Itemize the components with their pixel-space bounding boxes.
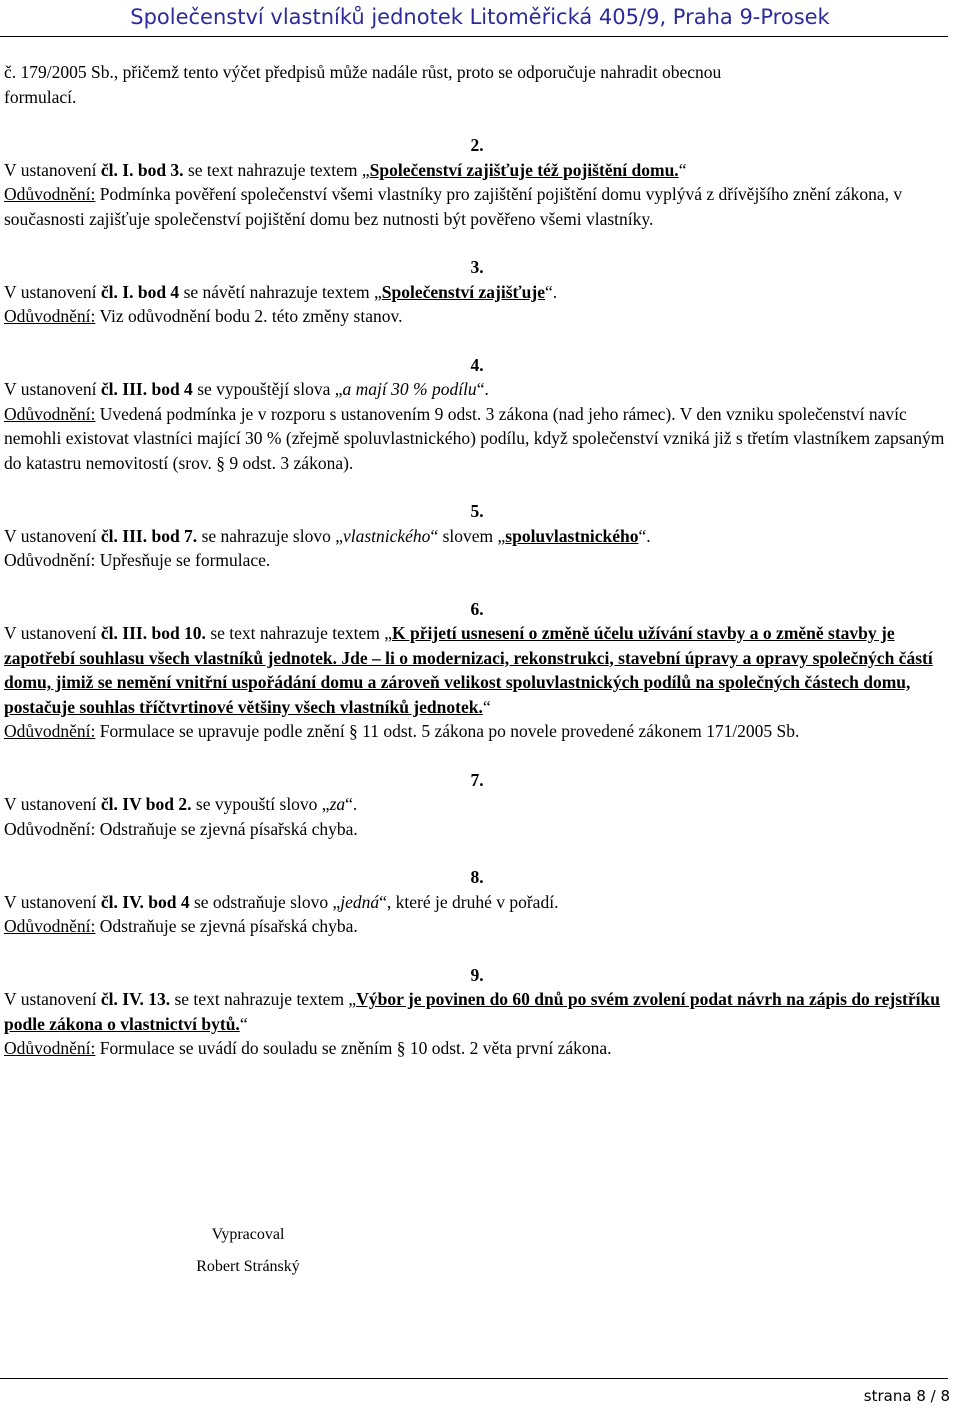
justification-label: Odůvodnění: [4, 916, 96, 936]
justification: Odůvodnění: Formulace se upravuje podle znění § 11 odst. 5 zákona po novele provedené zákonem 171/2005 Sb. [4, 721, 800, 741]
amendment-text: V ustanovení čl. III. bod 7. se nahrazuje slovo „vlastnického“ slovem „spoluvlastnického“. [4, 525, 651, 546]
justification: Odůvodnění: Odstraňuje se zjevná písařská chyba. [4, 916, 358, 936]
page-header: Společenství vlastníků jednotek Litoměřická 405/9, Praha 9-Prosek [130, 5, 830, 29]
justification: Odůvodnění: Upřesňuje se formulace. [4, 550, 271, 570]
section-number: 5. [470, 501, 484, 521]
signature-label: Vypracoval [211, 1226, 285, 1243]
page-number: strana 8 / 8 [863, 1387, 950, 1405]
document-body [4, 60, 950, 1061]
amendment-text: V ustanovení čl. IV. bod 4 se odstraňuje slovo „jedná“, které je druhé v pořadí. [4, 891, 559, 912]
justification-label: Odůvodnění: [4, 403, 96, 424]
justification: Odůvodnění: Podmínka pověření společenství všemi vlastníky pro zajištění pojištění domu vyplývá z dřívějšího znění zákona, v současnosti zajišťuje společenství pojištění domu bez nutnosti být pověřeno všemi vlastníky. [4, 184, 903, 229]
footer-divider [0, 1378, 948, 1379]
justification-label: Odůvodnění: [4, 184, 96, 204]
justification: Odůvodnění: Formulace se uvádí do souladu se zněním § 10 odst. 2 věta první zákona. [4, 1038, 612, 1058]
intro-line: formulací. [4, 86, 77, 107]
amendment-text: V ustanovení čl. IV bod 2. se vypouští slovo „za“. [4, 794, 358, 814]
justification-label: Odůvodnění: [4, 306, 96, 326]
section-number: 7. [470, 769, 484, 790]
section-number: 4. [470, 354, 484, 375]
amendment-text: V ustanovení čl. IV. 13. se text nahrazuje textem „Výbor je povinen do 60 dnů po svém zvolení podat návrh na zápis do rejstříku podle zákona o vlastnictví bytů.“ [4, 989, 940, 1034]
section-number: 8. [470, 867, 484, 887]
justification-label: Odůvodnění: [4, 721, 96, 741]
intro-line: č. 179/2005 Sb., přičemž tento výčet předpisů může nadále růst, proto se odporučuje nahradit obecnou [4, 62, 722, 82]
section-number: 6. [470, 598, 484, 619]
amendment-text: V ustanovení čl. III. bod 10. se text nahrazuje textem „K přijetí usnesení o změně účelu užívání stavby a o změně stavby je zapotřebí souhlasu všech vlastníků jednotek. Jde – li o modernizaci, rekonstrukci, stavební úpravy a opravy společných částí domu, jimiž se nemění vnitřní uspořádání domu a zároveň velikost spoluvlastnických podílů na společných částech domu, postačuje souhlas tříčtvrtinové většiny všech vlastníků jednotek.“ [4, 623, 933, 717]
signature-block [190, 1225, 306, 1277]
amendment-text: V ustanovení čl. III. bod 4 se vypouštějí slova „a mají 30 % podílu“. [4, 379, 489, 399]
section-number: 2. [470, 135, 484, 155]
justification: Odůvodnění: Uvedená podmínka je v rozporu s ustanovením 9 odst. 3 zákona (nad jeho rámec). V den vzniku společenství navíc nemohli existovat vlastníci mající 30 % (zřejmě spoluvlastnického) podílu, když společenství vzniká již s třetím vlastníkem zapsaným do katastru nemovitostí (srov. § 9 odst. 3 zákona). [4, 403, 945, 473]
amendment-text: V ustanovení čl. I. bod 4 se návětí nahrazuje textem „Společenství zajišťuje“. [4, 281, 558, 302]
justification: Odůvodnění: Viz odůvodnění bodu 2. této změny stanov. [4, 306, 403, 326]
header-divider [0, 36, 948, 37]
section-number: 9. [470, 964, 484, 985]
section-number: 3. [470, 257, 484, 277]
justification-label: Odůvodnění: [4, 1038, 96, 1058]
signature-name: Robert Stránský [196, 1258, 300, 1275]
justification: Odůvodnění: Odstraňuje se zjevná písařská chyba. [4, 818, 358, 839]
amendment-text: V ustanovení čl. I. bod 3. se text nahrazuje textem „Společenství zajišťuje též pojištění domu.“ [4, 159, 687, 180]
